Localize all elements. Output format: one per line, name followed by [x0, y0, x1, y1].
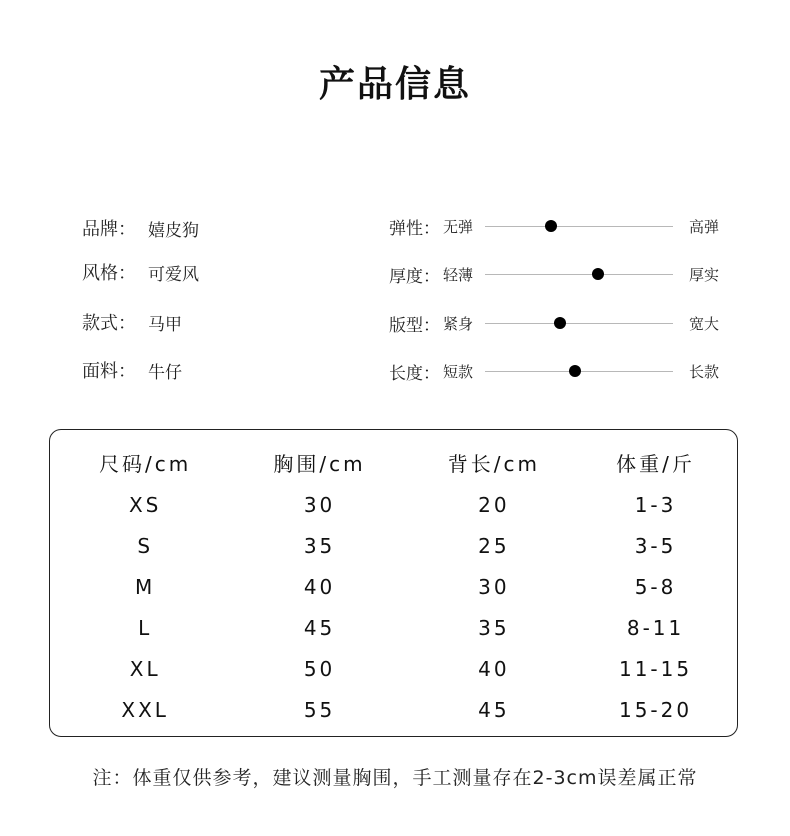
table-header-row	[58, 440, 730, 484]
cell-size: XXL	[121, 697, 169, 722]
cell-weight: 1-3	[634, 492, 677, 517]
scale-high: 宽大	[688, 314, 719, 333]
cell-weight: 5-8	[634, 574, 677, 599]
cell-chest: 45	[303, 615, 336, 640]
scale-track	[485, 226, 673, 227]
cell-size: XL	[129, 656, 161, 681]
cell-back-length: 30	[478, 574, 510, 599]
size-table-box	[49, 429, 738, 737]
scale-thickness	[389, 260, 719, 288]
attr-key: 品牌：	[82, 219, 136, 240]
attr-fabric	[82, 356, 182, 384]
scale-label: 版型：	[389, 315, 440, 336]
table-row	[58, 525, 730, 566]
scale-dot	[545, 220, 557, 232]
measurement-note: 注：体重仅供参考，建议测量胸围，手工测量存在2-3cm误差属正常	[92, 767, 698, 789]
scale-high: 厚实	[688, 265, 719, 284]
attr-brand	[82, 214, 199, 242]
cell-chest: 30	[303, 492, 336, 517]
scale-low: 无弹	[443, 217, 474, 236]
cell-chest: 55	[303, 697, 336, 722]
cell-weight: 8-11	[626, 615, 685, 640]
cell-back-length: 20	[478, 492, 510, 517]
scale-elasticity	[389, 212, 719, 240]
cell-size: XS	[128, 492, 162, 517]
attr-value: 马甲	[148, 314, 182, 335]
header-weight: 体重/斤	[616, 451, 695, 476]
page-title: 产品信息	[318, 64, 471, 105]
attr-key: 款式：	[82, 313, 136, 334]
scale-high: 高弹	[688, 217, 719, 236]
attr-value: 牛仔	[148, 362, 182, 383]
attr-value: 可爱风	[148, 264, 199, 285]
scale-dot	[592, 268, 604, 280]
scale-high: 长款	[688, 362, 719, 381]
scale-low: 轻薄	[443, 265, 474, 284]
size-table	[58, 440, 730, 730]
cell-size: M	[135, 574, 156, 599]
table-row	[58, 648, 730, 689]
cell-chest: 40	[303, 574, 336, 599]
cell-back-length: 45	[478, 697, 510, 722]
header-chest: 胸围/cm	[273, 451, 366, 476]
table-row	[58, 484, 730, 525]
scale-dot	[569, 365, 581, 377]
scale-low: 紧身	[443, 314, 474, 333]
attr-key: 风格：	[82, 263, 136, 284]
table-row	[58, 607, 730, 648]
table-row	[58, 689, 730, 730]
scale-track	[485, 274, 673, 275]
cell-weight: 15-20	[618, 697, 693, 722]
cell-back-length: 25	[478, 533, 510, 558]
scale-low: 短款	[443, 362, 474, 381]
scale-fit	[389, 309, 719, 337]
cell-weight: 11-15	[618, 656, 693, 681]
scale-label: 长度：	[389, 363, 440, 384]
cell-chest: 35	[303, 533, 336, 558]
cell-weight: 3-5	[634, 533, 677, 558]
attr-value: 嬉皮狗	[148, 220, 199, 241]
cell-back-length: 35	[478, 615, 510, 640]
attr-style	[82, 258, 199, 286]
header-size: 尺码/cm	[99, 451, 192, 476]
attr-key: 面料：	[82, 361, 136, 382]
cell-back-length: 40	[478, 656, 510, 681]
scale-dot	[554, 317, 566, 329]
cell-size: S	[137, 533, 154, 558]
attr-type	[82, 308, 182, 336]
cell-chest: 50	[303, 656, 336, 681]
cell-size: L	[138, 615, 153, 640]
scale-label: 厚度：	[389, 266, 440, 287]
scale-length	[389, 357, 719, 385]
table-row	[58, 566, 730, 607]
scale-label: 弹性：	[389, 218, 440, 239]
header-back-length: 背长/cm	[447, 451, 540, 476]
scale-track	[485, 323, 673, 324]
scale-track	[485, 371, 673, 372]
